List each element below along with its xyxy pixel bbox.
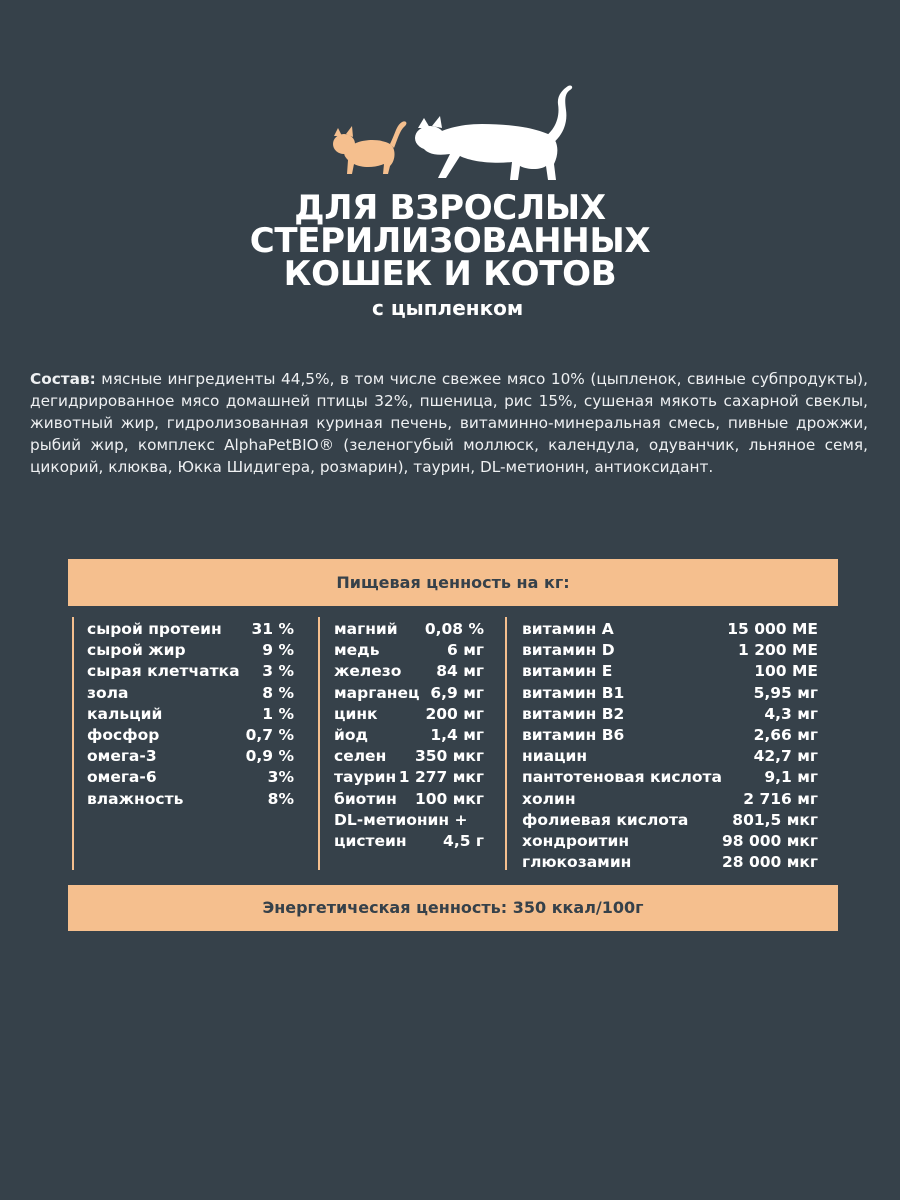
nutrient-row: [87, 683, 294, 704]
nutrient-name: витамин D: [522, 641, 615, 660]
nutrient-value: 6 мг: [447, 641, 484, 660]
nutrient-row: [522, 619, 818, 640]
column-divider: [72, 617, 74, 870]
nutrient-name: медь: [334, 641, 380, 660]
column-divider: [318, 617, 320, 870]
nutrient-value: 8 %: [262, 683, 294, 702]
title-line-2: СТЕРИЛИЗОВАННЫХ: [249, 221, 651, 261]
nutrient-name: глюкозамин: [522, 853, 632, 872]
energy-value: Энергетическая ценность: 350 ккал/100г: [68, 885, 838, 931]
nutrient-name: витамин В2: [522, 704, 625, 723]
nutrient-row: [334, 725, 484, 746]
nutrient-name: DL-метионин +: [334, 810, 468, 829]
composition-label: Состав:: [30, 370, 96, 388]
cats-illustration-icon: [322, 76, 582, 186]
nutrient-value: 1,4 мг: [430, 725, 484, 744]
nutrient-value: 8%: [267, 789, 294, 808]
nutrient-value: 100 мкг: [414, 789, 484, 808]
nutrient-name: ниацин: [522, 747, 588, 766]
nutrient-row: [87, 725, 294, 746]
cat-icon: [415, 85, 572, 180]
nutrient-value: 15 000 МЕ: [727, 620, 818, 638]
nutrient-row: [87, 746, 294, 767]
nutrient-name: цинк: [334, 704, 378, 723]
nutrient-name: витамин А: [522, 620, 614, 638]
nutrient-row: [522, 746, 818, 767]
nutrition-column-1: [87, 619, 294, 810]
nutrient-name: зола: [87, 683, 129, 702]
nutrient-row: [522, 767, 818, 788]
nutrient-value: 2 716 мг: [743, 789, 818, 808]
nutrient-value: 3%: [267, 768, 294, 787]
composition-text: [30, 368, 868, 478]
nutrient-name: витамин В6: [522, 725, 625, 744]
nutrient-value: 0,9 %: [245, 747, 294, 766]
nutrient-row: [522, 852, 818, 873]
nutrient-value: 1 277 мкг: [398, 768, 484, 787]
nutrient-value: 6,9 мг: [430, 683, 484, 702]
nutrient-row: [334, 683, 484, 704]
nutrient-value: 28 000 мкг: [721, 853, 818, 872]
nutrient-row: [334, 831, 484, 852]
nutrient-name: сырая клетчатка: [87, 662, 240, 681]
nutrient-value: 0,08 %: [424, 620, 484, 638]
nutrient-row: [87, 767, 294, 788]
nutrient-row: [87, 789, 294, 810]
nutrient-name: хондроитин: [522, 831, 630, 850]
nutrient-row: [334, 661, 484, 682]
kitten-icon: [333, 121, 406, 174]
nutrient-name: витамин Е: [522, 662, 613, 681]
nutrient-value: 9 %: [262, 641, 294, 660]
nutrient-row: [334, 767, 484, 788]
nutrient-row: [87, 640, 294, 661]
nutrition-header: Пищевая ценность на кг:: [68, 559, 838, 606]
nutrient-name: фосфор: [87, 725, 160, 744]
nutrient-row: [522, 810, 818, 831]
nutrient-value: 1 %: [262, 704, 294, 723]
nutrient-value: 2,66 мг: [753, 725, 818, 744]
nutrient-row: [522, 661, 818, 682]
nutrient-row: [87, 661, 294, 682]
nutrient-value: 350 мкг: [414, 747, 484, 766]
composition-body: мясные ингредиенты 44,5%, в том числе свежее мясо 10% (цыпленок, свиные субпродукты), дегидрированное мясо домашней птицы 32%, пшеница, рис 15%, сушеная мякоть сахарной свеклы, животный жир, гидролизованная куриная печень, витаминно-минеральная смесь, пивные дрожжи, рыбий жир, комплекс AlphaPetBIO® (зеленогубый моллюск, календула, одуванчик, льняное семя, цикорий, клюква, Юкка Шидигера, розмарин), таурин, DL-метионин, антиоксидант.: [30, 370, 868, 476]
nutrient-row: [522, 831, 818, 852]
nutrient-value: 1 200 МЕ: [738, 641, 818, 660]
nutrient-name: кальций: [87, 704, 163, 723]
nutrient-name: железо: [334, 662, 402, 681]
nutrient-value: 4,5 г: [443, 831, 484, 850]
nutrient-name: фолиевая кислота: [522, 810, 689, 829]
product-subtitle: с цыпленком: [372, 296, 524, 320]
nutrient-name: селен: [334, 747, 387, 766]
title-line-1: ДЛЯ ВЗРОСЛЫХ: [294, 188, 606, 228]
title-line-3: КОШЕК И КОТОВ: [283, 254, 617, 294]
nutrient-row: [522, 789, 818, 810]
nutrient-value: 0,7 %: [245, 725, 294, 744]
nutrient-name: витамин В1: [522, 683, 625, 702]
nutrient-name: омега-6: [87, 768, 157, 787]
nutrient-value: 84 мг: [436, 662, 484, 681]
nutrient-row: [522, 725, 818, 746]
nutrient-row: [87, 704, 294, 725]
nutrient-row: [87, 619, 294, 640]
nutrient-name: сырой протеин: [87, 620, 222, 638]
nutrition-column-2: [334, 619, 484, 852]
nutrient-value: 801,5 мкг: [732, 810, 818, 829]
nutrient-value: 3 %: [262, 662, 294, 681]
nutrient-value: 42,7 мг: [753, 747, 818, 766]
nutrient-name: сырой жир: [87, 641, 186, 660]
nutrient-name: йод: [334, 725, 369, 744]
nutrient-value: 5,95 мг: [753, 683, 818, 702]
nutrient-name: таурин: [334, 768, 397, 787]
nutrient-name: холин: [522, 789, 576, 808]
nutrient-name: марганец: [334, 683, 420, 702]
nutrient-name: магний: [334, 620, 398, 638]
nutrient-row: [334, 746, 484, 767]
nutrient-row: [334, 640, 484, 661]
nutrient-row: [522, 640, 818, 661]
nutrient-row: [334, 810, 484, 831]
nutrient-value: 98 000 мкг: [721, 831, 818, 850]
nutrient-row: [334, 619, 484, 640]
nutrient-value: 9,1 мг: [764, 768, 818, 787]
nutrient-value: 200 мг: [425, 704, 484, 723]
nutrient-name: омега-3: [87, 747, 157, 766]
nutrient-value: 100 МЕ: [754, 662, 818, 681]
nutrient-row: [522, 683, 818, 704]
nutrient-name: влажность: [87, 789, 184, 808]
nutrient-name: пантотеновая кислота: [522, 768, 722, 787]
nutrient-row: [522, 704, 818, 725]
nutrient-name: цистеин: [334, 831, 407, 850]
column-divider: [505, 617, 507, 870]
nutrition-column-3: [522, 619, 818, 873]
nutrient-row: [334, 789, 484, 810]
nutrient-row: [334, 704, 484, 725]
nutrient-value: 4,3 мг: [764, 704, 818, 723]
nutrient-value: 31 %: [251, 620, 294, 638]
nutrient-name: биотин: [334, 789, 397, 808]
product-title: [0, 188, 900, 294]
